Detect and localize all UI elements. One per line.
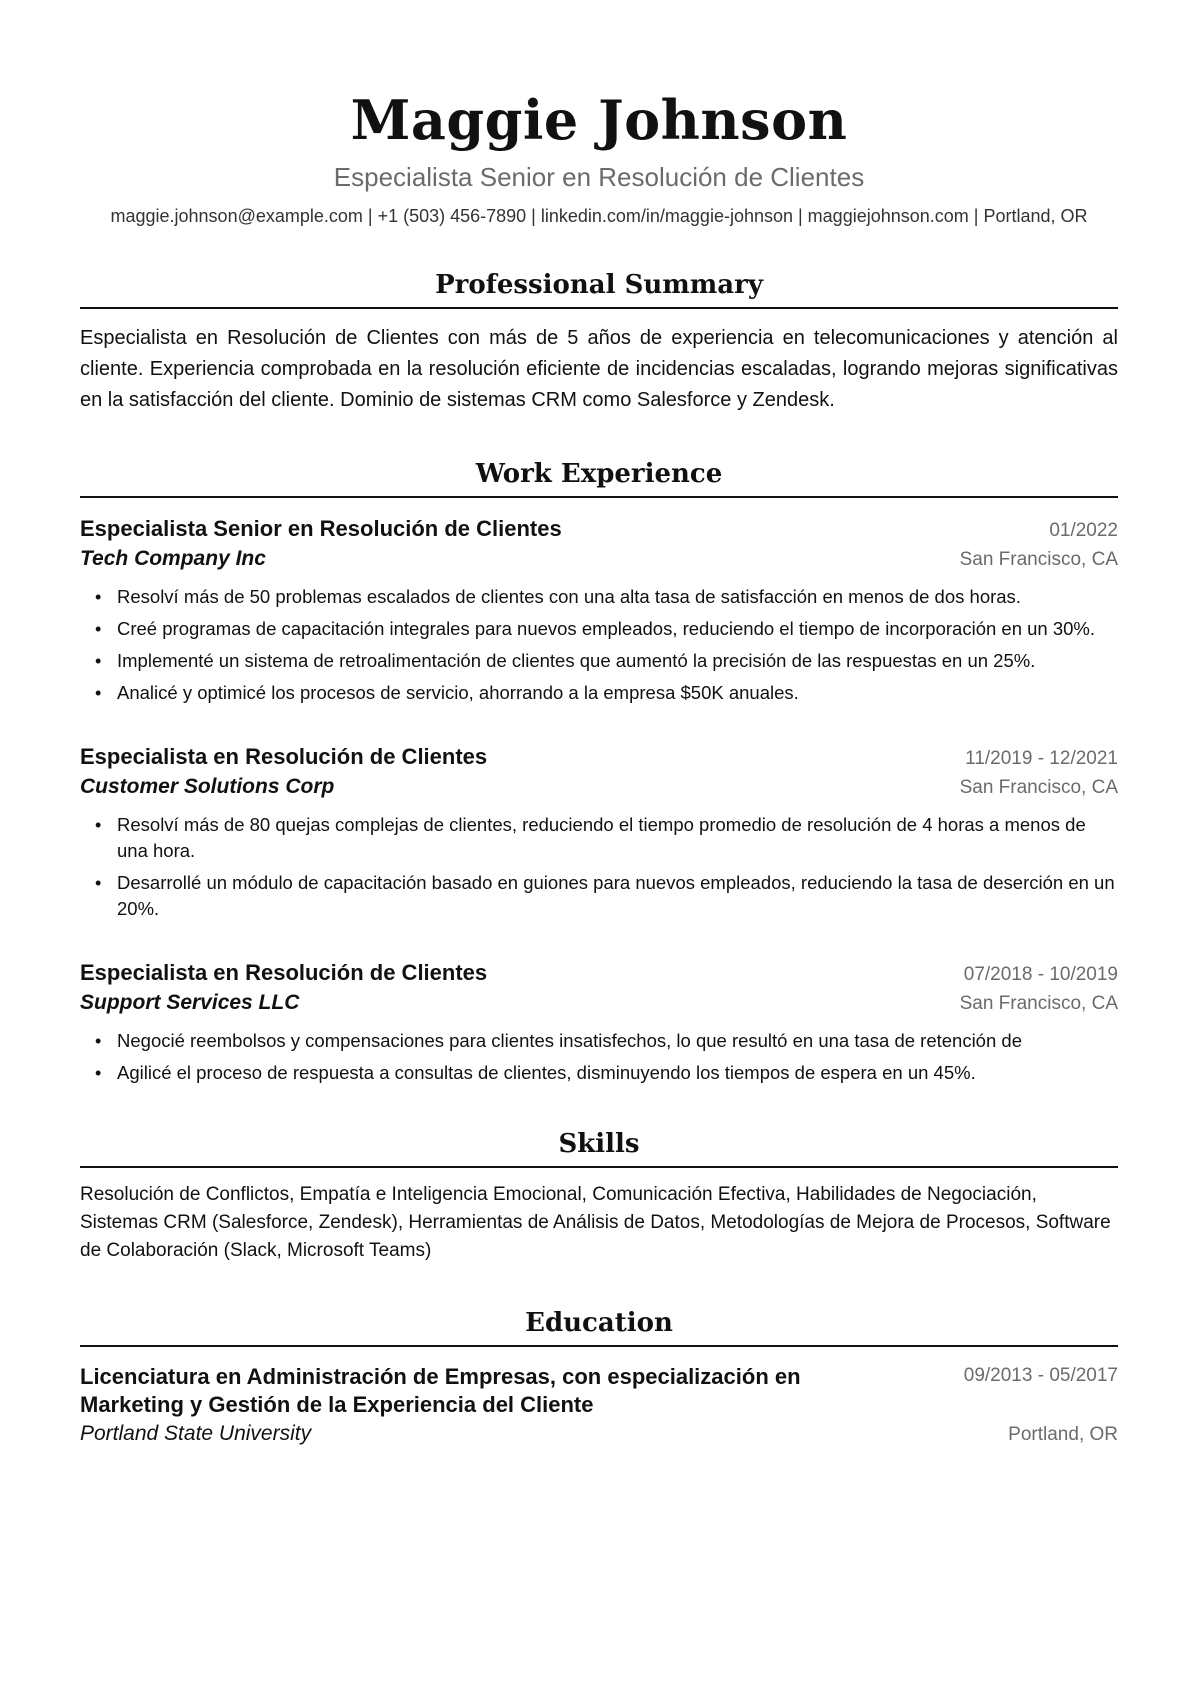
education-location: Portland, OR — [1008, 1424, 1118, 1445]
job-title: Especialista en Resolución de Clientes — [80, 960, 488, 985]
education-section — [80, 1305, 1118, 1449]
bullet-item: • Creé programas de capacitación integrales para nuevos empleados, reduciendo el tiempo de incorporación en un 30%. — [80, 616, 1118, 642]
job-entry — [80, 742, 1118, 922]
bullet-item: • Negocié reembolsos y compensaciones para clientes insatisfechos, lo que resultó en una tasa de retención de — [80, 1028, 1118, 1054]
job-bullets — [80, 584, 1118, 706]
job-dates: 01/2022 — [1049, 520, 1118, 541]
school-name: Portland State University — [80, 1422, 312, 1445]
job-location: San Francisco, CA — [959, 777, 1118, 798]
degree-title: Licenciatura en Administración de Empresas, con especialización en Marketing y Gestión de la Experiencia del Cliente — [80, 1364, 801, 1417]
job-dates: 07/2018 - 10/2019 — [963, 964, 1118, 985]
summary-text: Especialista en Resolución de Clientes con más de 5 años de experiencia en telecomunicaciones y atención al cliente. Experiencia comprobada en la resolución eficiente de incidencias escaladas, logrando mejoras significativas en la satisfacción del cliente. Dominio de sistemas CRM como Salesforce y Zendesk. — [80, 327, 1118, 411]
job-location: San Francisco, CA — [959, 549, 1118, 570]
section-title-education: Education — [80, 1305, 1118, 1347]
section-title-experience: Work Experience — [80, 456, 1118, 498]
company-name: Support Services LLC — [80, 991, 300, 1014]
job-title: Especialista Senior en Resolución de Clientes — [80, 516, 562, 541]
company-name: Customer Solutions Corp — [80, 775, 335, 798]
job-title: Especialista en Resolución de Clientes — [80, 744, 488, 769]
job-bullets — [80, 812, 1118, 922]
job-bullets — [80, 1028, 1118, 1086]
bullet-item: • Desarrollé un módulo de capacitación basado en guiones para nuevos empleados, reduciendo la tasa de deserción en un 20%. — [80, 870, 1118, 922]
resume-page — [80, 84, 1118, 1449]
experience-section — [80, 456, 1118, 1086]
bullet-item: • Resolví más de 50 problemas escalados de clientes con una alta tasa de satisfacción en menos de dos horas. — [80, 584, 1118, 610]
company-name: Tech Company Inc — [80, 547, 266, 570]
job-entry — [80, 958, 1118, 1086]
candidate-name: Maggie Johnson — [350, 88, 848, 152]
job-entry — [80, 514, 1118, 706]
skills-text: Resolución de Conflictos, Empatía e Inteligencia Emocional, Comunicación Efectiva, Habilidades de Negociación, Sistemas CRM (Salesforce, Zendesk), Herramientas de Análisis de Datos, Metodologías de Mejora de Procesos, Software de Colaboración (Slack, Microsoft Teams) — [80, 1184, 1111, 1261]
section-title-skills: Skills — [80, 1126, 1118, 1168]
bullet-item: • Analicé y optimicé los procesos de servicio, ahorrando a la empresa $50K anuales. — [80, 680, 1118, 706]
skills-section — [80, 1126, 1118, 1265]
bullet-item: • Resolví más de 80 quejas complejas de clientes, reduciendo el tiempo promedio de resolución de 4 horas a menos de una hora. — [80, 812, 1118, 864]
contact-line: maggie.johnson@example.com | +1 (503) 456-7890 | linkedin.com/in/maggie-johnson | maggiejohnson.com | Portland, OR — [110, 206, 1088, 226]
education-dates: 09/2013 - 05/2017 — [963, 1365, 1118, 1386]
job-location: San Francisco, CA — [959, 993, 1118, 1014]
bullet-item: • Agilicé el proceso de respuesta a consultas de clientes, disminuyendo los tiempos de espera en un 45%. — [80, 1060, 1118, 1086]
candidate-headline: Especialista Senior en Resolución de Clientes — [333, 162, 865, 192]
job-dates: 11/2019 - 12/2021 — [965, 748, 1118, 769]
summary-section — [80, 267, 1118, 416]
education-entry — [80, 1363, 1118, 1449]
section-title-summary: Professional Summary — [80, 267, 1118, 309]
bullet-item: • Implementé un sistema de retroalimentación de clientes que aumentó la precisión de las respuestas en un 25%. — [80, 648, 1118, 674]
